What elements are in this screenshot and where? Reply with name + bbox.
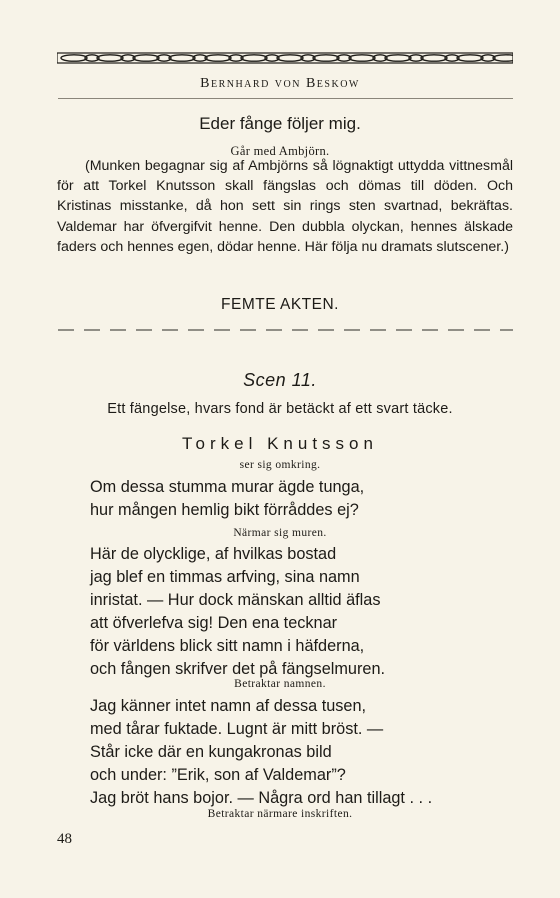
- running-head-text: Bernhard von Beskow: [200, 76, 360, 91]
- verse-line: för världens blick sitt namn i häfderna,: [90, 637, 365, 655]
- stage-direction: Närmar sig muren.: [233, 527, 327, 539]
- stage-direction: Betraktar namnen.: [234, 678, 326, 690]
- verse-line: Jag bröt hans bojor. — Några ord han tillagt . . .: [90, 789, 433, 807]
- verse-block: [90, 476, 490, 522]
- verse-line: Om dessa stumma murar ägde tunga,: [90, 478, 365, 496]
- scene-setting: Ett fängelse, hvars fond är betäckt af ett svart täcke.: [107, 401, 453, 417]
- verse-block: [90, 543, 490, 681]
- verse-line: jag blef en timmas arfving, sina namn: [90, 568, 360, 586]
- verse-line: Här de olycklige, af hvilkas bostad: [90, 545, 337, 563]
- stage-direction: ser sig omkring.: [239, 459, 321, 471]
- scene-title: Scen 11.: [243, 370, 317, 390]
- verse-line: att öfverlefva sig! Den ena tecknar: [90, 614, 338, 632]
- summary-text: (Munken begagnar sig af Ambjörns så lögnaktigt uttydda vittnesmål för att Torkel Knutsson skall fängslas och dömas till döden. Och Kristinas misstanke, då hon sett sin rings sten svartnad, bekräftas. Valdemar har öfvergifvit henne. Den dubbla olyckan, hennes älskade faders och hennes egen, dödar henne. Här följa nu dramats slutscener.): [57, 158, 513, 255]
- verse-line: inristat. — Hur dock mänskan alltid äflas: [90, 591, 381, 609]
- dashed-divider: [58, 329, 513, 331]
- verse-line: hur mången hemlig bikt förråddes ej?: [90, 501, 359, 519]
- stage-direction: Betraktar närmare inskriften.: [207, 808, 353, 820]
- header-rule: [58, 98, 513, 99]
- verse-line: och under: ”Erik, son af Valdemar”?: [90, 766, 346, 784]
- stage-direction: Går med Ambjörn.: [230, 144, 330, 158]
- running-head: [0, 76, 560, 92]
- verse-line: Jag känner intet namn af dessa tusen,: [90, 697, 367, 715]
- verse-line: Står icke där en kungakronas bild: [90, 743, 332, 761]
- act-title: FEMTE AKTEN.: [221, 296, 339, 313]
- verse-line: och fången skrifver det på fängselmuren.: [90, 660, 386, 678]
- page-number: 48: [57, 831, 72, 847]
- verse-line: med tårar fuktade. Lugnt är mitt bröst. —: [90, 720, 384, 738]
- dialogue-line: Eder fånge följer mig.: [199, 114, 361, 133]
- speaker-name: Torkel Knutsson: [182, 434, 378, 453]
- verse-block: [90, 695, 490, 810]
- summary-paragraph: [57, 156, 513, 257]
- ornamental-border: [57, 52, 513, 64]
